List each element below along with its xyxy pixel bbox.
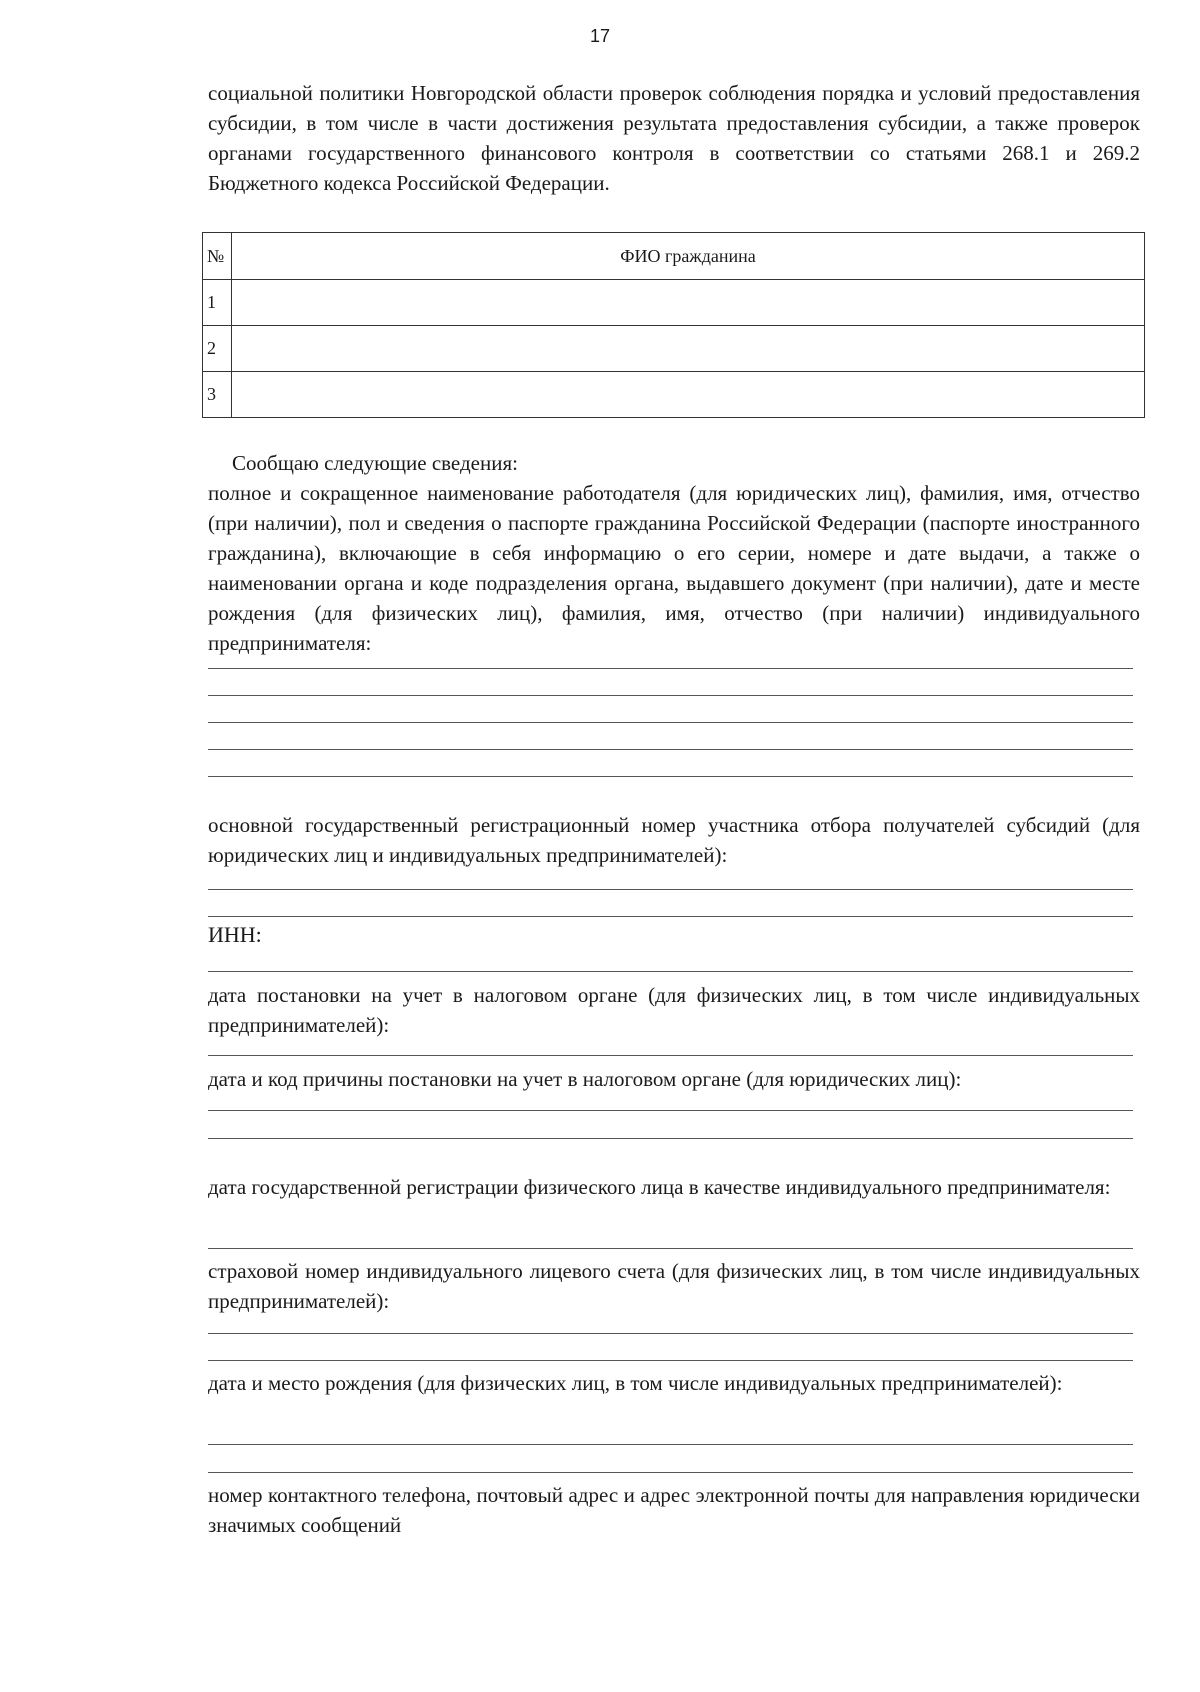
fill-line[interactable] (208, 695, 1133, 696)
field-employer-name-label: полное и сокращенное наименование работодателя (для юридических лиц), фамилия, имя, отчество (при наличии), пол и сведения о паспорте гражданина Российской Федерации (паспорте иностранного гражданина), включающие в себя информацию о его серии, номере и дате выдачи, а также о наименовании органа и коде подразделения органа, выдавшего документ (при наличии), дате и месте рождения (для физических лиц), фамилия, имя, отчество (при наличии) индивидуального предпринимателя: (208, 481, 1140, 655)
fill-line[interactable] (208, 749, 1133, 750)
field-snils-label: страховой номер индивидуального лицевого счета (для физических лиц, в том числе индивидуальных предпринимателей): (208, 1259, 1140, 1313)
fill-line[interactable] (208, 776, 1133, 777)
row-number: 1 (203, 280, 232, 326)
field-ogrn-label: основной государственный регистрационный номер участника отбора получателей субсидий (для юридических лиц и индивидуальных предпринимателей): (208, 813, 1140, 867)
intro-paragraph: социальной политики Новгородской области проверок соблюдения порядка и условий предоставления субсидии, в том числе в части достижения результата предоставления субсидии, а также проверок органами государственного финансового контроля в соответствии со статьями 268.1 и 269.2 Бюджетного кодекса Российской Федерации. (208, 81, 1140, 195)
table-header-num: № (203, 233, 232, 280)
citizens-table (202, 232, 1145, 418)
page-number: 17 (589, 26, 611, 46)
field-tax-code-label: дата и код причины постановки на учет в налоговом органе (для юридических лиц): (208, 1067, 962, 1091)
fill-line[interactable] (208, 1472, 1133, 1473)
field-tax-date-label: дата постановки на учет в налоговом органе (для физических лиц, в том числе индивидуальных предпринимателей): (208, 983, 1140, 1037)
row-number: 2 (203, 326, 232, 372)
field-contacts-label: номер контактного телефона, почтовый адрес и адрес электронной почты для направления юридически значимых сообщений (208, 1483, 1140, 1537)
fill-line[interactable] (208, 1333, 1133, 1334)
fill-line[interactable] (208, 1360, 1133, 1361)
fill-line[interactable] (208, 916, 1133, 917)
table-row (203, 326, 1145, 372)
fio-cell[interactable] (232, 326, 1145, 372)
table-row (203, 280, 1145, 326)
row-number: 3 (203, 372, 232, 418)
table-header-name: ФИО гражданина (232, 233, 1145, 280)
table-header-row (203, 233, 1145, 280)
fill-line[interactable] (208, 722, 1133, 723)
fill-line[interactable] (208, 1110, 1133, 1111)
field-birth-label: дата и место рождения (для физических лиц, в том числе индивидуальных предпринимателей): (208, 1371, 1063, 1395)
fill-line[interactable] (208, 668, 1133, 669)
field-ip-date-label: дата государственной регистрации физического лица в качестве индивидуального предпринимателя: (208, 1175, 1111, 1199)
report-heading: Сообщаю следующие сведения: (232, 451, 518, 475)
fill-line[interactable] (208, 889, 1133, 890)
fill-line[interactable] (208, 1248, 1133, 1249)
fill-line[interactable] (208, 1444, 1133, 1445)
table-row (203, 372, 1145, 418)
fill-line[interactable] (208, 1138, 1133, 1139)
fill-line[interactable] (208, 971, 1133, 972)
fio-cell[interactable] (232, 280, 1145, 326)
fill-line[interactable] (208, 1055, 1133, 1056)
fio-cell[interactable] (232, 372, 1145, 418)
field-inn-label: ИНН: (208, 922, 262, 947)
